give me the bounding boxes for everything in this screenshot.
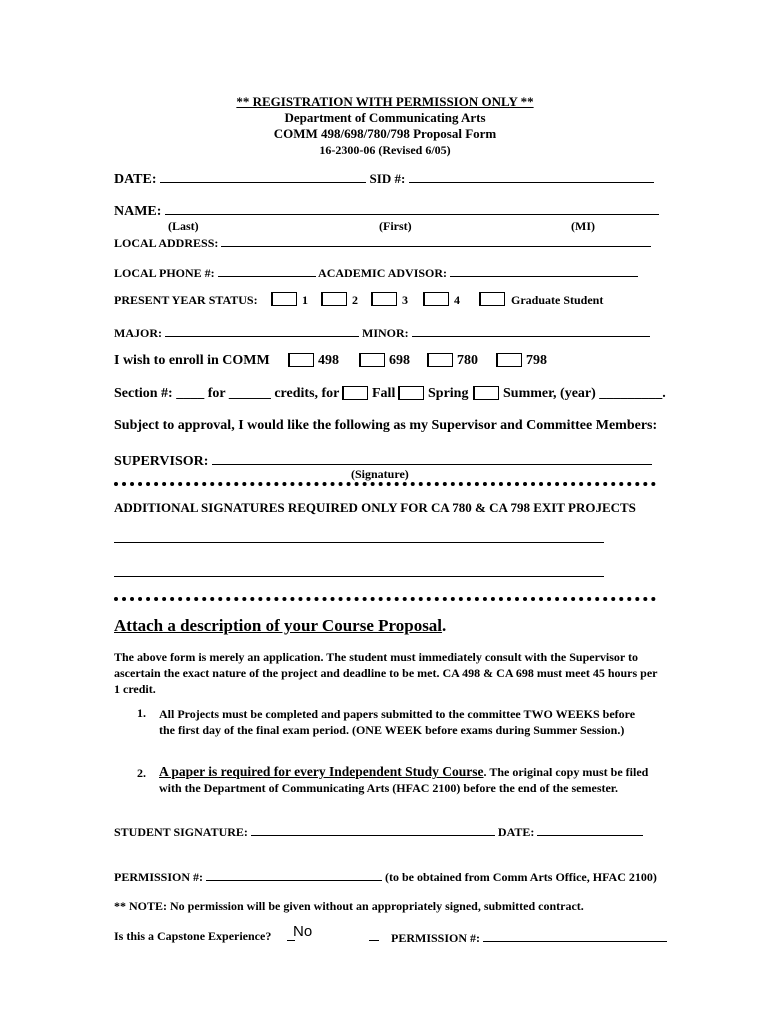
name-field[interactable] xyxy=(165,202,659,215)
student-date-field[interactable] xyxy=(537,823,643,836)
major-label: MAJOR: xyxy=(114,326,162,340)
capstone-underscore-left xyxy=(287,940,295,941)
item-1-number: 1. xyxy=(137,706,146,720)
academic-advisor-label: ACADEMIC ADVISOR: xyxy=(318,266,448,280)
student-date-label: DATE: xyxy=(497,825,535,839)
sid-label: SID #: xyxy=(369,171,406,186)
year-1-checkbox[interactable] xyxy=(271,292,297,306)
comm-780-label: 780 xyxy=(457,353,478,368)
capstone-underscore-right xyxy=(369,940,379,941)
permission-note-warning: ** NOTE: No permission will be given without an appropriately signed, submitted contract. xyxy=(114,899,584,913)
comm-498-checkbox[interactable] xyxy=(288,353,314,367)
name-row xyxy=(114,202,659,220)
student-signature-field[interactable] xyxy=(251,823,495,836)
year-graduate-checkbox[interactable] xyxy=(479,292,505,306)
item-2-number: 2. xyxy=(137,766,146,780)
local-address-field[interactable] xyxy=(221,234,651,247)
header-line-3: COMM 498/698/780/798 Proposal Form xyxy=(273,126,497,141)
academic-advisor-field[interactable] xyxy=(450,264,638,277)
year-2-label: 2 xyxy=(352,293,358,307)
minor-field[interactable] xyxy=(412,324,650,337)
student-signature-row xyxy=(114,823,643,840)
major-field[interactable] xyxy=(165,324,359,337)
signature-caption: (Signature) xyxy=(351,467,409,481)
additional-signature-line-2[interactable] xyxy=(114,576,604,577)
local-address-row xyxy=(114,234,651,251)
name-first-caption: (First) xyxy=(379,219,412,233)
item-2-lead: A paper is required for every Independent Study Course xyxy=(159,764,484,779)
term-fall-checkbox[interactable] xyxy=(342,386,368,400)
term-spring-label: Spring xyxy=(428,386,469,401)
permission-note: (to be obtained from Comm Arts Office, HFAC 2100) xyxy=(385,870,657,884)
divider-top xyxy=(114,482,656,486)
major-row xyxy=(114,324,650,341)
present-year-label: PRESENT YEAR STATUS: xyxy=(114,293,258,307)
comm-798-checkbox[interactable] xyxy=(496,353,522,367)
section-text: Section #: ____ for ______ credits, for xyxy=(114,386,340,401)
header-line-1: ** REGISTRATION WITH PERMISSION ONLY ** xyxy=(236,94,534,109)
name-last-caption: (Last) xyxy=(168,219,199,233)
permission-2-label: PERMISSION #: xyxy=(391,931,481,945)
additional-signatures-heading: ADDITIONAL SIGNATURES REQUIRED ONLY FOR CA 780 & CA 798 EXIT PROJECTS xyxy=(114,500,636,515)
permission-2-field[interactable] xyxy=(483,929,667,942)
permission-label: PERMISSION #: xyxy=(114,870,204,884)
minor-label: MINOR: xyxy=(362,326,409,340)
year-3-checkbox[interactable] xyxy=(371,292,397,306)
supervisor-field[interactable] xyxy=(212,452,652,465)
year-4-checkbox[interactable] xyxy=(423,292,449,306)
year-4-label: 4 xyxy=(454,293,460,307)
year-1-label: 1 xyxy=(302,293,308,307)
name-label: NAME: xyxy=(114,204,162,219)
proposal-intro: The above form is merely an application. The student must immediately consult with the Supervisor to ascertain the exact nature of the project and deadline to be met. CA 498 & CA 698 must meet 45 hours per 1 credit. xyxy=(114,650,658,696)
comm-780-checkbox[interactable] xyxy=(427,353,453,367)
term-spring-checkbox[interactable] xyxy=(398,386,424,400)
local-phone-label: LOCAL PHONE #: xyxy=(114,266,215,280)
date-row xyxy=(114,170,654,188)
date-field[interactable] xyxy=(160,170,366,183)
local-phone-field[interactable] xyxy=(218,264,316,277)
item-1-text: All Projects must be completed and papers submitted to the committee TWO WEEKS before the first day of the final exam period. (ONE WEEK before exams during Summer Session.) xyxy=(159,707,636,737)
item-2-rest: . The original copy must be filed with the Department of Communicating Arts (HFAC 2100) before the end of the semester. xyxy=(159,765,649,795)
proposal-heading-text: Attach a description of your Course Proposal xyxy=(114,616,443,635)
capstone-label: Is this a Capstone Experience? xyxy=(114,929,272,943)
permission-2-row xyxy=(391,929,667,946)
local-address-label: LOCAL ADDRESS: xyxy=(114,236,219,250)
item-2-text xyxy=(159,764,649,796)
year-graduate-label: Graduate Student xyxy=(511,293,604,307)
phone-row xyxy=(114,264,638,281)
term-fall-label: Fall xyxy=(372,386,396,401)
year-2-checkbox[interactable] xyxy=(321,292,347,306)
term-summer-label: Summer, (year) _________. xyxy=(503,386,666,401)
additional-signature-line-1[interactable] xyxy=(114,542,604,543)
enroll-label: I wish to enroll in COMM xyxy=(114,353,270,368)
proposal-heading xyxy=(114,616,446,636)
comm-698-label: 698 xyxy=(389,353,410,368)
date-label: DATE: xyxy=(114,172,157,187)
name-mi-caption: (MI) xyxy=(571,219,595,233)
comm-798-label: 798 xyxy=(526,353,547,368)
proposal-heading-period: . xyxy=(442,616,447,635)
student-signature-label: STUDENT SIGNATURE: xyxy=(114,825,248,839)
header-line-4: 16-2300-06 (Revised 6/05) xyxy=(319,143,451,157)
permission-row xyxy=(114,868,657,885)
year-3-label: 3 xyxy=(402,293,408,307)
capstone-input[interactable] xyxy=(293,922,363,940)
term-summer-checkbox[interactable] xyxy=(473,386,499,400)
divider-bottom xyxy=(114,597,656,601)
permission-field[interactable] xyxy=(206,868,382,881)
supervisor-label: SUPERVISOR: xyxy=(114,454,209,469)
comm-498-label: 498 xyxy=(318,353,339,368)
comm-698-checkbox[interactable] xyxy=(359,353,385,367)
header-line-2: Department of Communicating Arts xyxy=(284,110,486,125)
sid-field[interactable] xyxy=(409,170,654,183)
approval-text: Subject to approval, I would like the following as my Supervisor and Committee Members: xyxy=(114,418,658,433)
